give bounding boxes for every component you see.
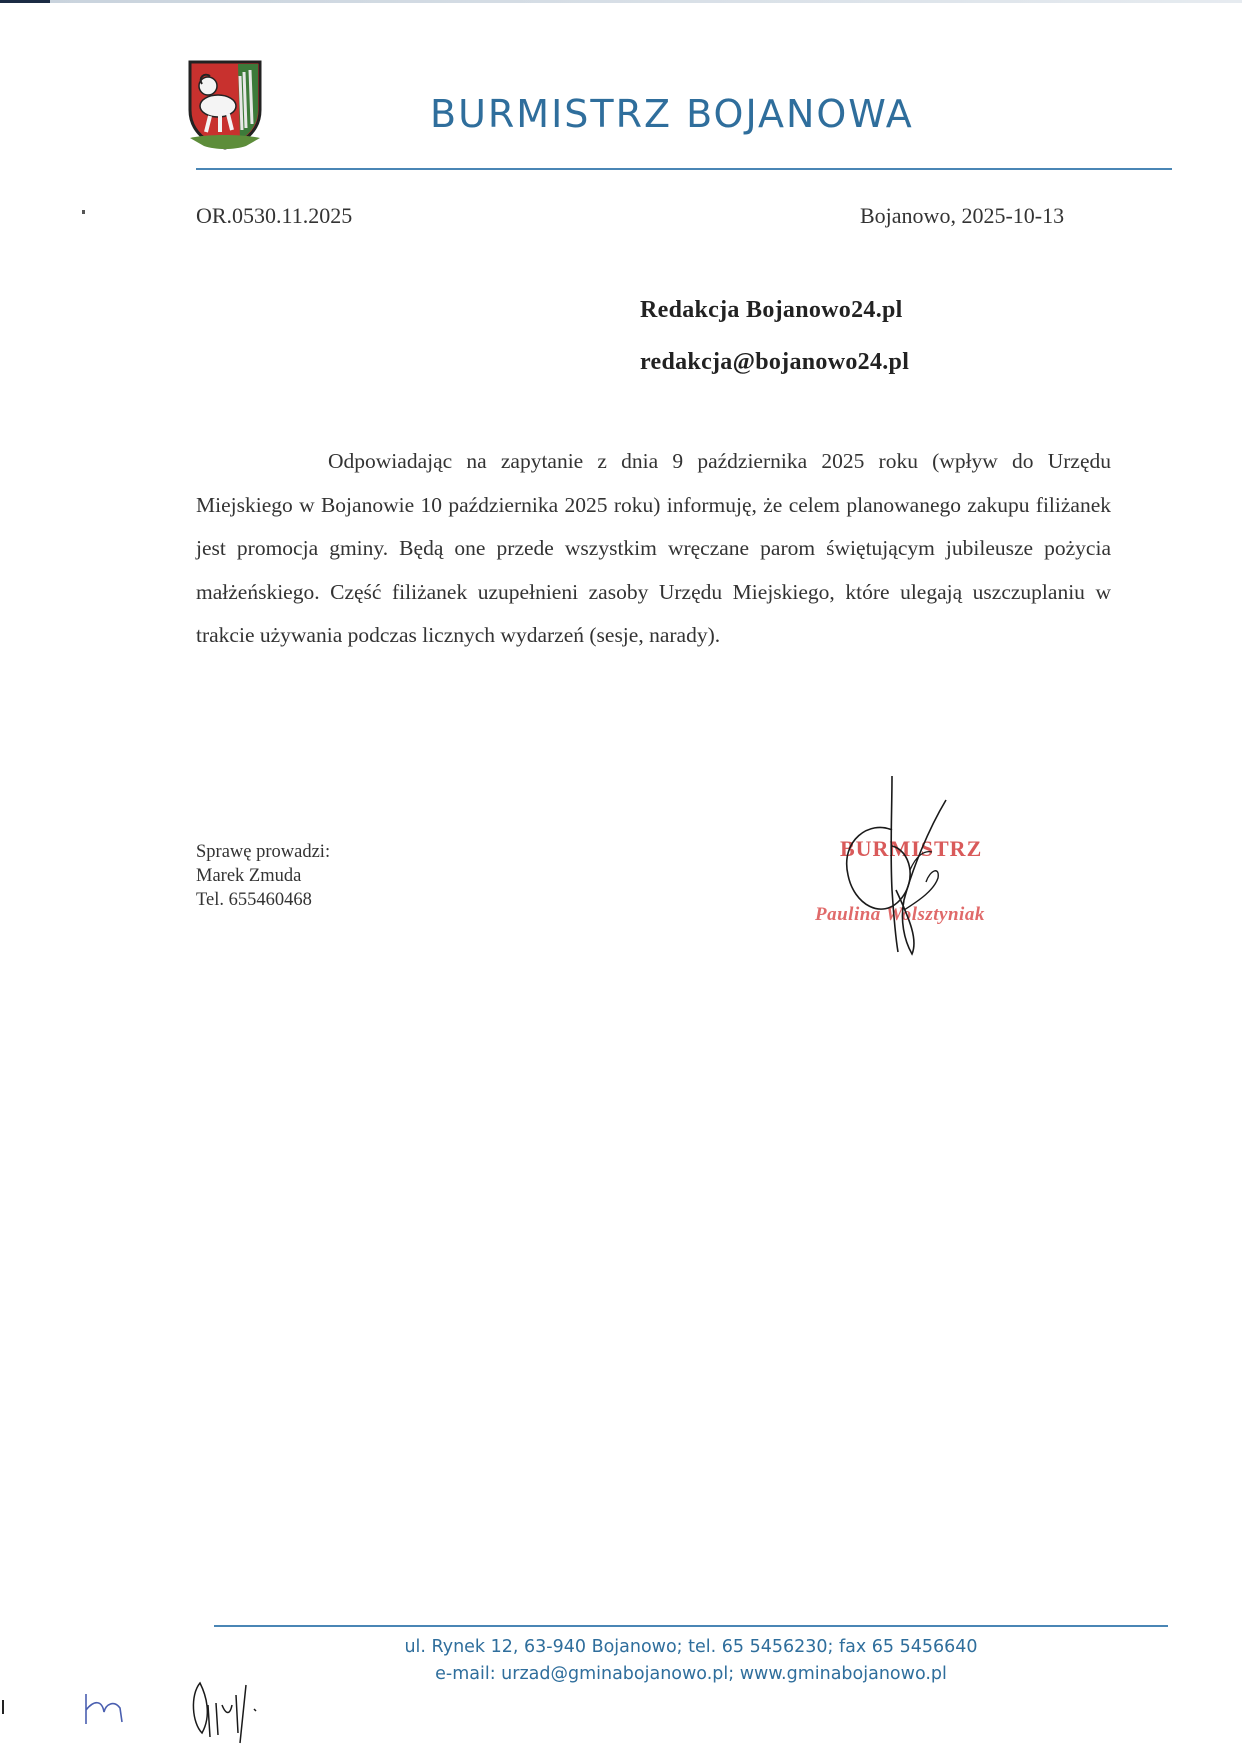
handwritten-signature xyxy=(800,770,1060,970)
contact-name: Marek Zmuda xyxy=(196,866,302,886)
margin-signature-mark xyxy=(186,1675,276,1745)
footer-web: e-mail: urzad@gminabojanowo.pl; www.gminabojanowo.pl xyxy=(435,1664,947,1684)
coat-of-arms-icon xyxy=(186,58,264,150)
reference-number: OR.0530.11.2025 xyxy=(196,203,353,228)
stamp-name: Paulina Wolsztyniak xyxy=(815,904,985,925)
footer-rule xyxy=(214,1625,1168,1627)
scan-top-edge xyxy=(0,0,1242,3)
place-and-date: Bojanowo, 2025-10-13 xyxy=(860,203,1065,228)
footer-address: ul. Rynek 12, 63-940 Bojanowo; tel. 65 5456230; fax 65 5456640 xyxy=(404,1637,978,1657)
contact-label: Sprawę prowadzi: xyxy=(196,842,331,862)
margin-initial-mark xyxy=(80,1690,130,1730)
recipient-email: redakcja@bojanowo24.pl xyxy=(640,349,910,375)
header-rule xyxy=(196,168,1172,170)
case-contact xyxy=(196,840,330,912)
stamp-title: BURMISTRZ xyxy=(840,836,983,861)
letterhead-title: BURMISTRZ BOJANOWA xyxy=(430,92,914,136)
contact-phone: Tel. 655460468 xyxy=(196,890,312,910)
letter-body: Odpowiadając na zapytanie z dnia 9 października 2025 roku (wpływ do Urzędu Miejskiego w Bojanowie 10 października 2025 roku) informuję, że celem planowanego zakupu filiżanek jest promocja gminy. Będą one przede wszystkim wręczane parom świętującym jubileusze pożycia małżeńskiego. Część filiżanek uzupełnieni zasoby Urzędu Miejskiego, które ulegają uszczuplaniu w trakcie używania podczas licznych wydarzeń (sesje, narady). xyxy=(196,449,1111,647)
scan-edge-mark xyxy=(2,1700,4,1714)
scan-speck xyxy=(82,210,85,214)
recipient-name: Redakcja Bojanowo24.pl xyxy=(640,297,903,323)
signature-stamp xyxy=(800,770,1060,970)
